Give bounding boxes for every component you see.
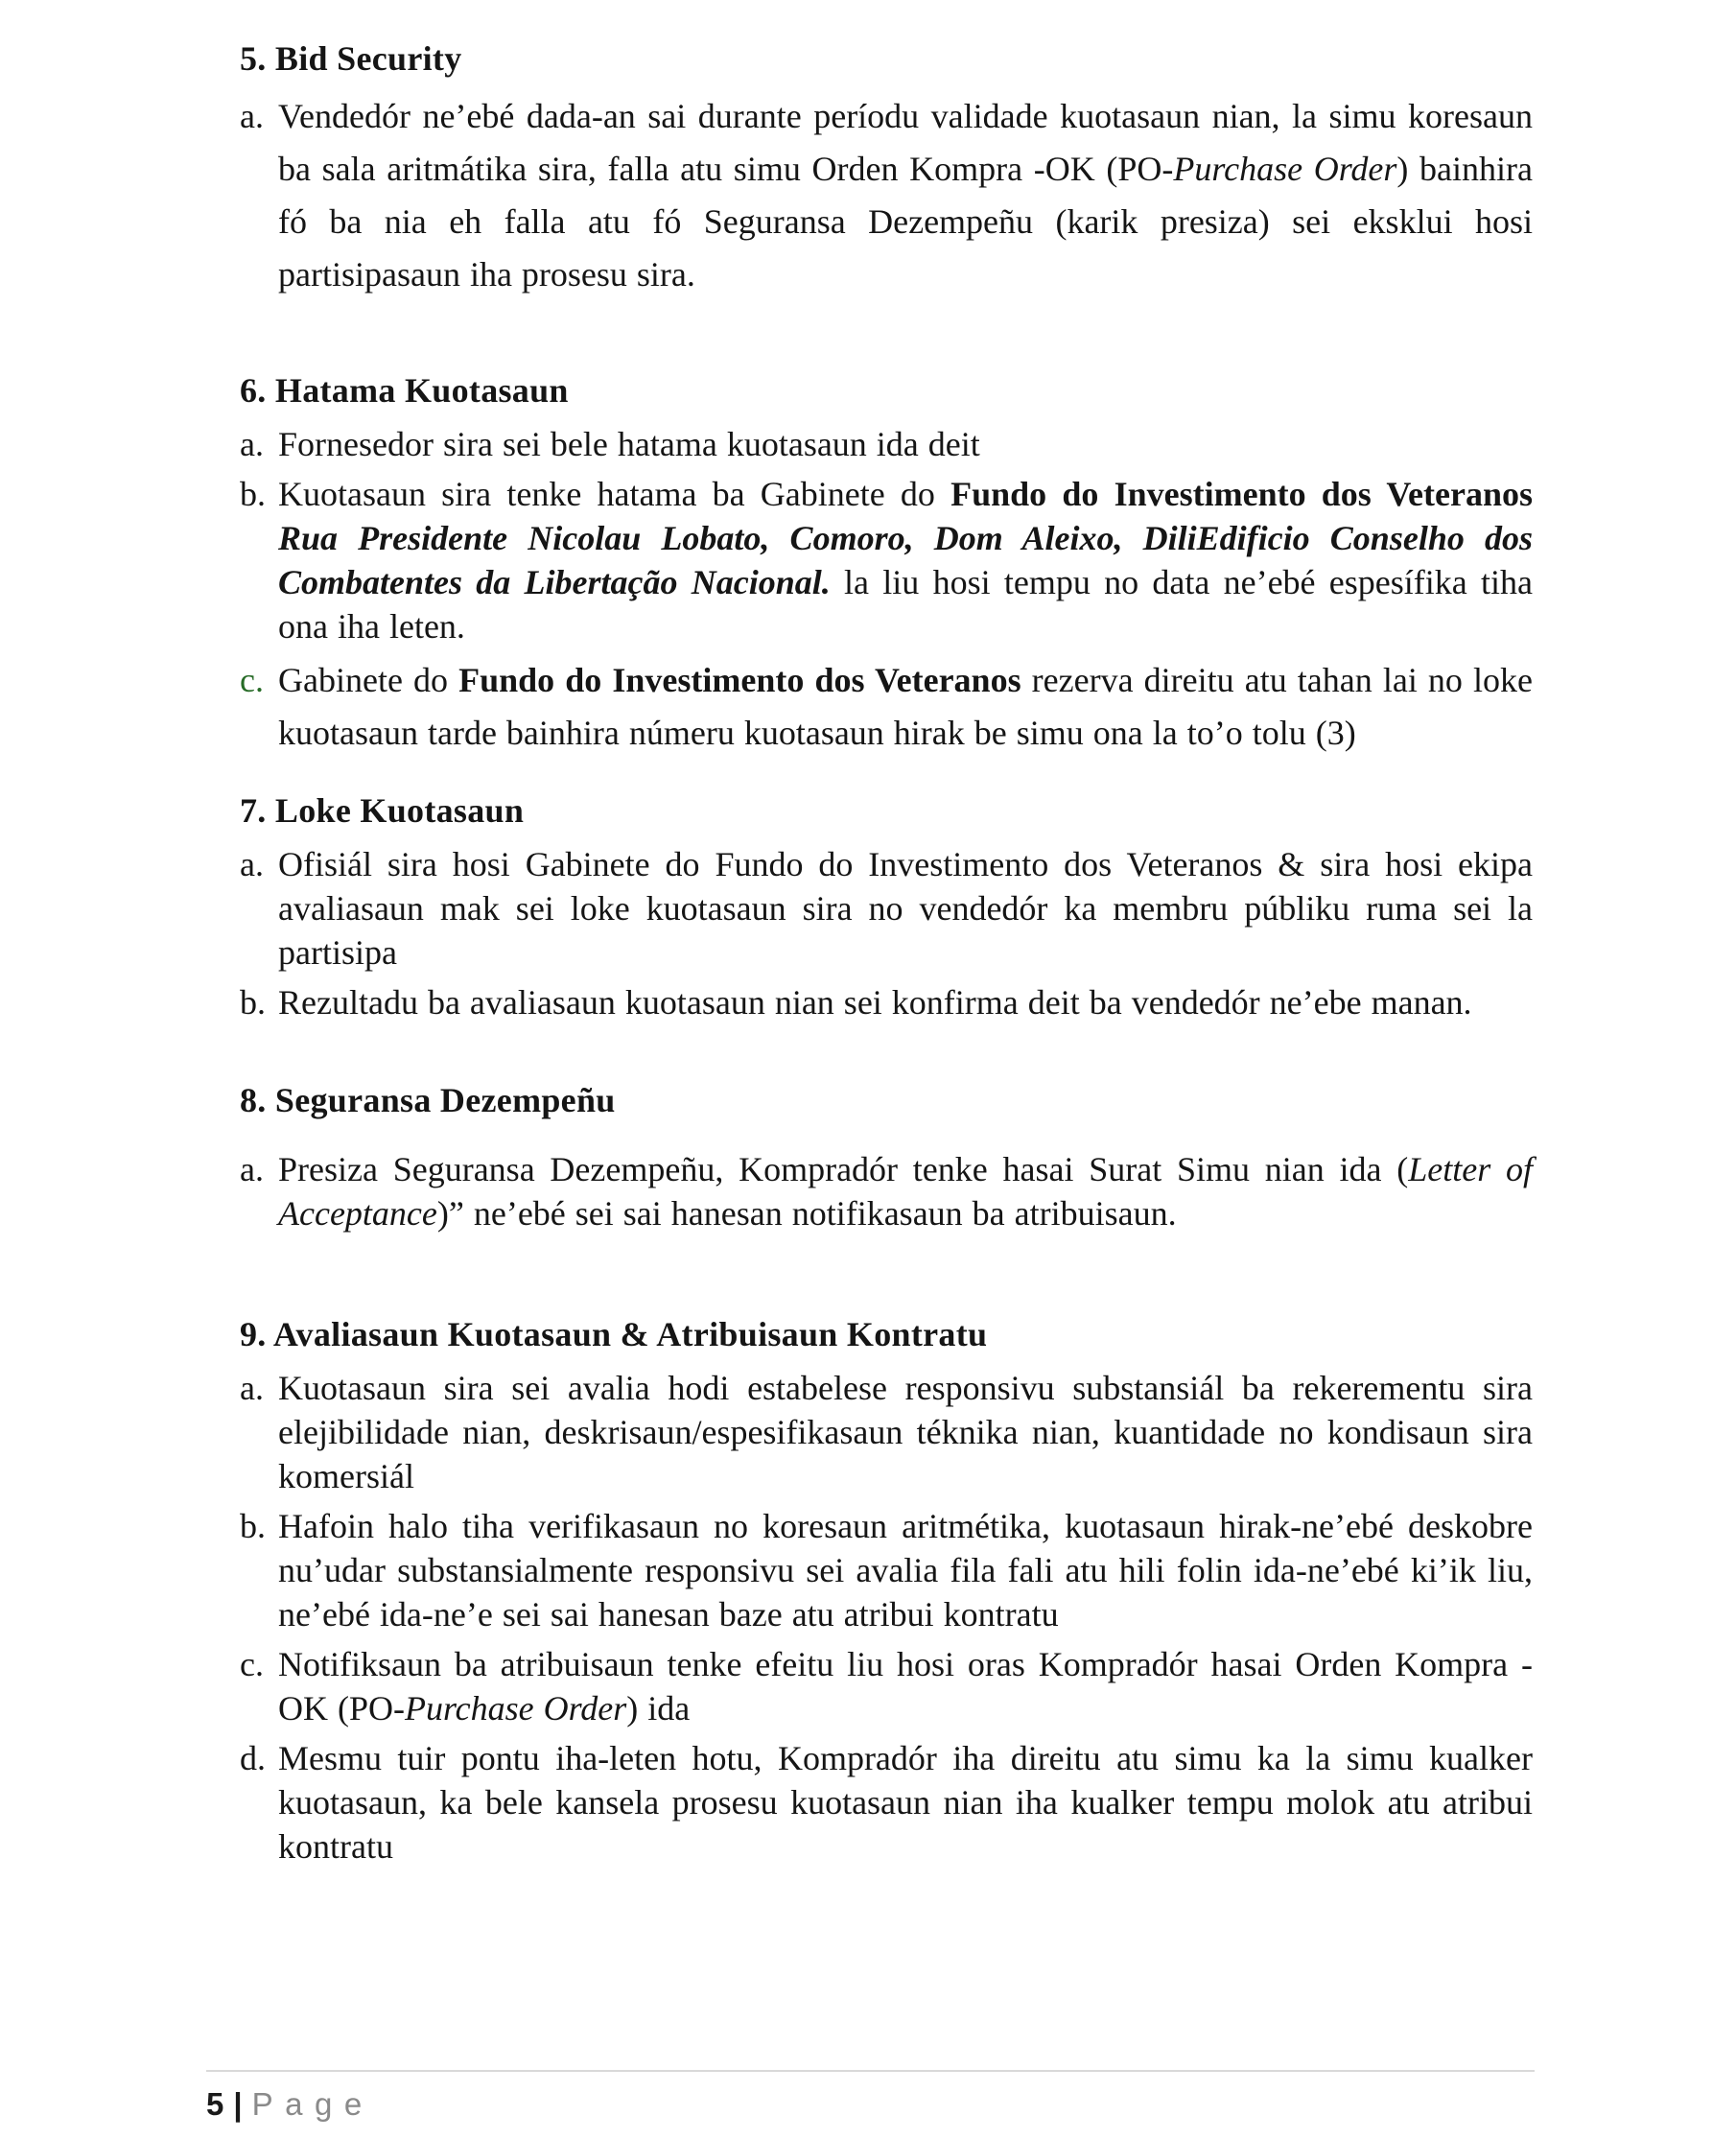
list-marker: c. — [240, 661, 264, 699]
list-item-text: Ofisiál sira hosi Gabinete do Fundo do Investimento dos Veteranos & sira hosi ekipa avaliasaun mak sei loke kuotasaun sira no vendedór ka membru públiku ruma sei la partisipa — [278, 845, 1533, 972]
section-heading: 5. Bid Security — [240, 39, 462, 78]
list-item — [240, 1504, 1533, 1636]
list-marker: a. — [240, 845, 264, 883]
list-marker: d. — [240, 1739, 266, 1777]
list-marker: a. — [240, 425, 264, 463]
page-number: 5 — [206, 2086, 226, 2122]
section-heading: 8. Seguransa Dezempeñu — [240, 1081, 616, 1119]
list-item — [240, 980, 1533, 1024]
list-marker: c. — [240, 1645, 264, 1683]
list-item — [240, 1147, 1533, 1235]
list-item-text: Kuotasaun sira sei avalia hodi estabelese responsivu substansiál ba rekerementu sira elejibilidade nian, deskrisaun/espesifikasaun téknika nian, kuantidade no kondisaun sira komersiál — [278, 1369, 1533, 1495]
page-footer — [206, 2070, 1535, 2124]
list-marker: a. — [240, 97, 264, 135]
document-body — [240, 36, 1533, 1874]
list-item-text: Vendedór ne’ebé dada-an sai durante períodu validade kuotasaun nian, la simu koresaun ba sala aritmátika sira, falla atu simu Orden Kompra -OK (PO-Purchase Order) bainhira fó ba nia eh falla atu fó Seguransa Dezempeñu (karik presiza) sei eksklui hosi partisipasaun iha prosesu sira. — [278, 97, 1533, 294]
list-item — [240, 654, 1533, 760]
list-item-text: Rezultadu ba avaliasaun kuotasaun nian sei konfirma deit ba vendedór ne’ebe manan. — [278, 983, 1472, 1022]
list-item-text: Mesmu tuir pontu iha-leten hotu, Kompradór iha direitu atu simu ka la simu kualker kuotasaun, ka bele kansela prosesu kuotasaun nian iha kualker tempu molok atu atribui kontratu — [278, 1739, 1533, 1866]
list-marker: a. — [240, 1150, 264, 1188]
list-item — [240, 1642, 1533, 1730]
list-item — [240, 422, 1533, 466]
list-item-text: Fornesedor sira sei bele hatama kuotasaun ida deit — [278, 425, 980, 463]
list-marker: b. — [240, 1507, 266, 1545]
section-5-bid-security — [240, 36, 1533, 301]
page-label: Page — [251, 2086, 374, 2122]
footer-divider — [206, 2070, 1535, 2072]
list-item — [240, 842, 1533, 975]
list-item-text: Gabinete do Fundo do Investimento dos Veteranos rezerva direitu atu tahan lai no loke kuotasaun tarde bainhira númeru kuotasaun hirak be simu ona la to’o tolu (3) — [278, 661, 1534, 752]
list-marker: a. — [240, 1369, 264, 1407]
list-marker: b. — [240, 983, 266, 1022]
list-marker: b. — [240, 475, 266, 513]
section-6-hatama-kuotasaun — [240, 368, 1533, 760]
list-item — [240, 1366, 1533, 1498]
footer-text — [206, 2085, 1535, 2124]
section-heading: 6. Hatama Kuotasaun — [240, 371, 569, 410]
section-heading: 7. Loke Kuotasaun — [240, 791, 525, 830]
section-9-avaliasaun-atribuisaun — [240, 1312, 1533, 1869]
section-8-seguransa-dezempenu — [240, 1078, 1533, 1235]
list-item-text: Hafoin halo tiha verifikasaun no koresaun aritmétika, kuotasaun hirak-ne’ebé deskobre nu’udar substansialmente responsivu sei avalia fila fali atu hili folin ida-ne’ebé ki’ik liu, ne’ebé ida-ne’e sei sai hanesan baze atu atribui kontratu — [278, 1507, 1533, 1634]
list-item-text: Notifiksaun ba atribuisaun tenke efeitu liu hosi oras Kompradór hasai Orden Kompra - OK (PO-Purchase Order) ida — [278, 1645, 1533, 1728]
list-item-text: Kuotasaun sira tenke hatama ba Gabinete do Fundo do Investimento dos Veteranos Rua Presidente Nicolau Lobato, Comoro, Dom Aleixo, DiliEdificio Conselho dos Combatentes da Libertação Nacional. la liu hosi tempu no data ne’ebé espesífika tiha ona iha leten. — [278, 475, 1533, 646]
section-heading: 9. Avaliasaun Kuotasaun & Atribuisaun Kontratu — [240, 1315, 988, 1353]
list-item — [240, 1736, 1533, 1869]
list-item-text: Presiza Seguransa Dezempeñu, Kompradór tenke hasai Surat Simu nian ida (Letter of Acceptance)” ne’ebé sei sai hanesan notifikasaun ba atribuisaun. — [278, 1150, 1533, 1233]
section-7-loke-kuotasaun — [240, 788, 1533, 1024]
list-item — [240, 90, 1533, 301]
footer-separator: | — [233, 2086, 243, 2122]
list-item — [240, 472, 1533, 648]
